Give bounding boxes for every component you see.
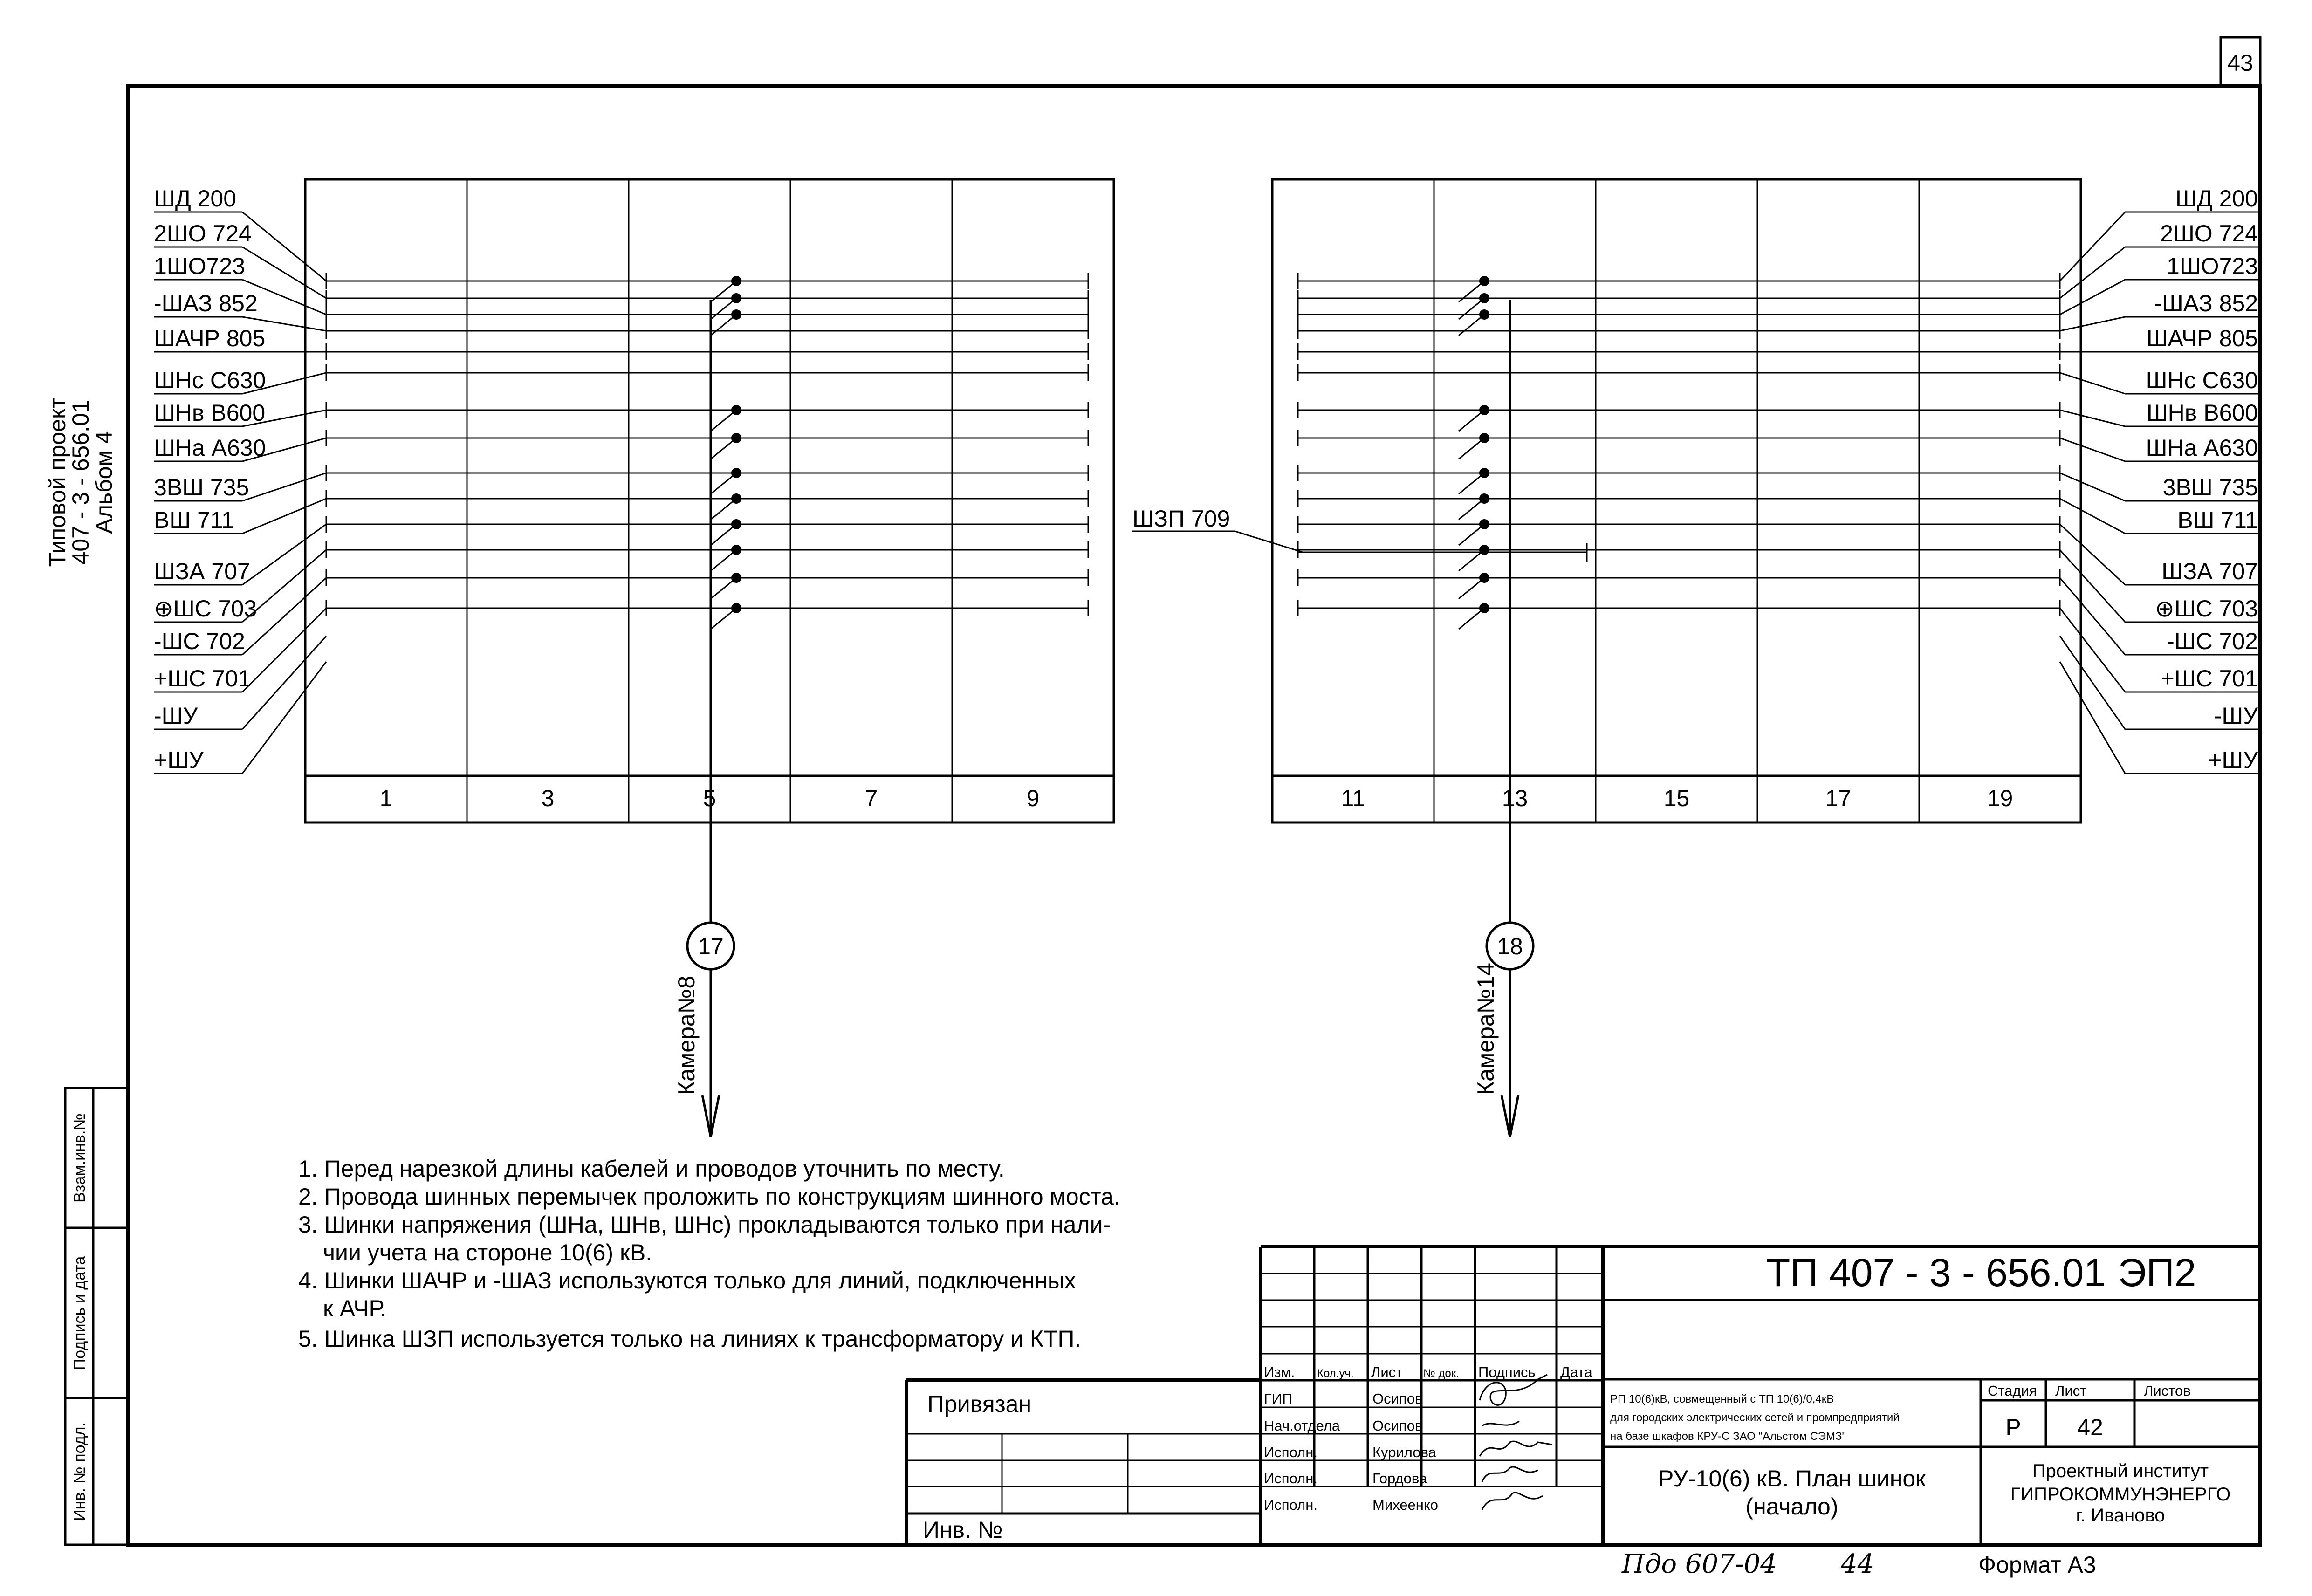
panel-number: 15 [1663,785,1690,811]
side-project-line: Типовой проект [44,397,70,567]
bus-leader-line [2060,550,2125,622]
jumper-wire [1459,578,1484,599]
role: Исполн. [1264,1497,1317,1513]
handwritten-code: Пдо 607-04 [1622,1549,1777,1579]
sheet-title: (начало) [1745,1493,1839,1520]
extra-bus-leader [1235,531,1303,552]
side-project-label [44,398,117,567]
bus-label: ШНв В600 [2146,400,2258,426]
note-line: 1. Перед нарезкой длины кабелей и проводов уточнить по месту. [298,1156,1005,1182]
format-label: Формат А3 [1978,1552,2096,1578]
jumper-wire [1459,438,1484,459]
bus-label: ШНа А630 [2146,435,2258,461]
extra-bus-label: ШЗП 709 [1132,506,1230,532]
bus-leader-line [242,212,326,281]
sheet-code: ЭП2 [2118,1251,2196,1295]
bus-leader-line [2060,473,2125,501]
switchgear-outline [1272,179,2081,822]
bus-label: ШНс С630 [154,367,266,393]
panel-number: 1 [379,785,393,811]
bus-label: ⊕ШС 703 [2154,596,2258,622]
bus-label: ВШ 711 [154,507,234,533]
left-bus-diagram [154,179,1114,1137]
note-line: 5. Шинка ШЗП используется только на линиях к трансформатору и КТП. [298,1326,1081,1352]
panel-number: 9 [1026,785,1040,811]
signature-marks [1480,1375,1552,1510]
side-field-label: Подпись и дата [71,1256,89,1370]
jumper-wire [1459,315,1484,336]
panel-number: 11 [1341,785,1365,811]
header-col: Дата [1560,1364,1592,1380]
bus-label: -ШУ [154,703,198,729]
bus-label: 1ШО723 [2167,253,2258,279]
bus-leader-line [242,524,326,585]
bus-leader-line [2060,247,2125,298]
jumper-wire [1459,608,1484,629]
bus-label: +ШС 701 [2161,665,2258,692]
bus-label: 3ВШ 735 [154,474,249,500]
bus-label: 2ШО 724 [2160,220,2258,247]
handwritten-number: 44 [1841,1549,1874,1579]
bus-label: 2ШО 724 [154,220,252,247]
bus-label: -ШС 702 [154,628,245,654]
note-line: 4. Шинки ШАЧР и -ШАЗ используются только для линий, подключенных [298,1267,1076,1294]
bus-leader-line [2060,410,2125,426]
org-name: г. Иваново [2076,1505,2165,1526]
camera-label: Камера№8 [673,975,700,1095]
jumper-wire [1459,410,1484,431]
side-project-line: 407 - 3 - 656.01 [68,400,94,565]
bus-leader-line [2060,212,2125,281]
jumper-wire [711,473,736,494]
bus-leader-line [242,499,326,534]
bus-label: ШЗА 707 [154,558,250,584]
page-number: 43 [2227,50,2253,76]
note-line: чии учета на стороне 10(6) кВ. [323,1240,652,1266]
role: ГИП [1264,1391,1293,1407]
note-line: 2. Провода шинных перемычек проложить по конструкциям шинного моста. [298,1184,1120,1210]
bus-label: ШНс С630 [2146,367,2258,393]
jumper-wire [711,410,736,431]
header-col: Кол.уч. [1317,1367,1354,1380]
sheet-title: РУ-10(6) кВ. План шинок [1658,1466,1926,1492]
cable-callout-number: 18 [1497,933,1523,959]
bus-label: -ШАЗ 852 [154,290,258,316]
jumper-wire [711,524,736,545]
panel-number: 3 [541,785,555,811]
bus-leader-line [2060,373,2125,394]
bus-leader-line [2060,317,2125,331]
cable-callout-number: 17 [698,933,724,959]
notes-block [298,1156,1120,1352]
side-project-line: Альбом 4 [91,431,117,534]
jumper-wire [1459,550,1484,571]
person-name: Курилова [1372,1444,1436,1460]
bus-label: ШАЧР 805 [2146,325,2258,351]
jumper-wire [711,550,736,571]
header-col: Изм. [1264,1364,1295,1380]
bus-label: 1ШО723 [154,253,245,279]
jumper-wire [711,499,736,520]
panel-number: 17 [1825,785,1852,811]
bus-label: ШНв В600 [154,400,266,426]
person-name: Осипов [1372,1418,1423,1434]
panel-number: 5 [703,785,716,811]
sheet-value: 42 [2077,1414,2103,1440]
jumper-wire [1459,499,1484,520]
project-description: на базе шкафов КРУ-С ЗАО "Альстом СЭМЗ" [1610,1430,1846,1443]
side-field-label: Взам.инв.№ [71,1113,89,1203]
note-line: к АЧР. [323,1295,387,1322]
header-col: Подпись [1478,1364,1536,1380]
project-description: для городских электрических сетей и промпредприятий [1610,1411,1900,1424]
bus-label: -ШС 702 [2167,628,2258,654]
panel-number: 7 [864,785,878,811]
person-name: Михеенко [1372,1497,1439,1513]
project-description: РП 10(6)кВ, совмещенный с ТП 10(6)/0,4кВ [1610,1393,1834,1405]
bus-label: ШЗА 707 [2161,558,2258,584]
bus-label: -ШУ [2214,703,2258,729]
person-name: Осипов [1372,1391,1423,1407]
right-bus-diagram [1132,179,2258,1137]
bus-label: +ШУ [2208,747,2258,773]
bus-label: +ШС 701 [154,665,251,692]
bus-leader-line [242,550,326,622]
sheets-header: Листов [2144,1383,2191,1399]
bus-leader-line [2060,578,2125,655]
side-field-label: Инв. № подл. [71,1422,89,1521]
jumper-wire [711,438,736,459]
jumper-wire [1459,473,1484,494]
org-name: ГИПРОКОММУНЭНЕРГО [2010,1484,2231,1505]
doc-code: ТП 407 - 3 - 656.01 [1766,1251,2106,1295]
bus-label: 3ВШ 735 [2162,474,2258,500]
inv-label: Инв. № [923,1517,1003,1543]
bus-label: ВШ 711 [2177,507,2258,533]
bound-label: Привязан [927,1391,1032,1417]
stage-value: Р [2005,1414,2021,1440]
bus-label: ШД 200 [2175,185,2258,212]
bus-leader-line [2060,280,2125,315]
stage-header: Стадия [1988,1383,2037,1399]
panel-number: 13 [1502,785,1528,811]
jumper-wire [711,608,736,629]
bus-label: ⊕ШС 703 [154,596,257,622]
bus-leader-line [2060,524,2125,585]
jumper-wire [711,578,736,599]
person-name: Гордова [1372,1470,1427,1486]
sheet-header: Лист [2055,1383,2087,1399]
jumper-wire [711,315,736,336]
bus-label: ШНа А630 [154,435,266,461]
note-line: 3. Шинки напряжения (ШНа, ШНв, ШНс) прокладываются только при нали- [298,1212,1111,1238]
bus-label: ШД 200 [154,185,237,212]
bus-label: -ШАЗ 852 [2154,290,2258,316]
title-block [906,1247,2260,1579]
side-stamp [65,1088,128,1545]
org-name: Проектный институт [2032,1461,2209,1481]
role: Исполн. [1264,1444,1317,1460]
header-col: № док. [1423,1367,1459,1380]
role: Нач.отдела [1264,1418,1340,1434]
bus-leader-line [242,473,326,501]
bus-leader-line [2060,438,2125,461]
jumper-wire [1459,524,1484,545]
camera-label: Камера№14 [1473,963,1499,1095]
bus-label: +ШУ [154,747,204,773]
bus-leader-line [2060,499,2125,534]
bus-label: ШАЧР 805 [154,325,266,351]
panel-number: 19 [1987,785,2013,811]
header-col: Лист [1371,1364,1403,1380]
role: Исполн. [1264,1470,1317,1486]
